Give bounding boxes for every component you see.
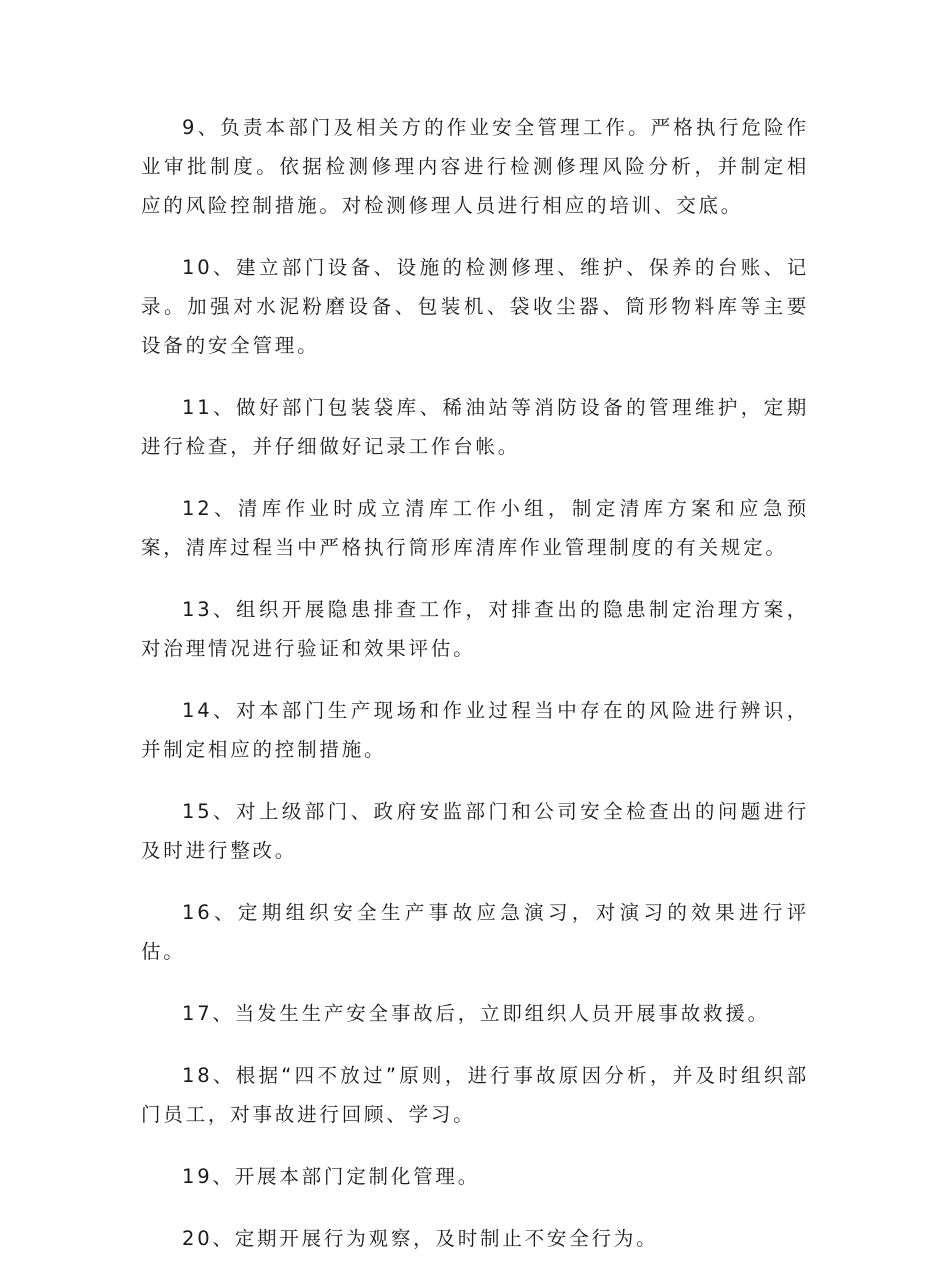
- paragraph-item-17: 17、当发生生产安全事故后，立即组织人员开展事故救援。: [182, 1002, 770, 1025]
- paragraph-item-15: 15、对上级部门、政府安监部门和公司安全检查出的问题进行及时进行整改。: [141, 800, 809, 862]
- paragraph-item-20: 20、定期开展行为观察，及时制止不安全行为。: [182, 1227, 659, 1250]
- paragraph-item-13: 13、组织开展隐患排查工作，对排查出的隐患制定治理方案，对治理情况进行验证和效果评估。: [141, 598, 809, 660]
- paragraph-item-14: 14、对本部门生产现场和作业过程当中存在的风险进行辨识，并制定相应的控制措施。: [141, 699, 809, 761]
- paragraph-item-16: 16、定期组织安全生产事故应急演习，对演习的效果进行评估。: [141, 901, 809, 963]
- document-body: [141, 108, 809, 1281]
- paragraph-item-18: 18、根据“四不放过”原则，进行事故原因分析，并及时组织部门员工，对事故进行回顾、学习。: [141, 1064, 809, 1126]
- paragraph-item-19: 19、开展本部门定制化管理。: [182, 1165, 481, 1188]
- paragraph-item-11: 11、做好部门包装袋库、稀油站等消防设备的管理维护，定期进行检查，并仔细做好记录工作台帐。: [141, 396, 809, 458]
- paragraph-item-10: 10、建立部门设备、设施的检测修理、维护、保养的台账、记录。加强对水泥粉磨设备、包装机、袋收尘器、筒形物料库等主要设备的安全管理。: [141, 256, 809, 357]
- paragraph-item-12: 12、清库作业时成立清库工作小组，制定清库方案和应急预案，清库过程当中严格执行筒形库清库作业管理制度的有关规定。: [141, 497, 809, 559]
- paragraph-item-9: 9、负责本部门及相关方的作业安全管理工作。严格执行危险作业审批制度。依据检测修理内容进行检测修理风险分析，并制定相应的风险控制措施。对检测修理人员进行相应的培训、交底。: [141, 116, 809, 217]
